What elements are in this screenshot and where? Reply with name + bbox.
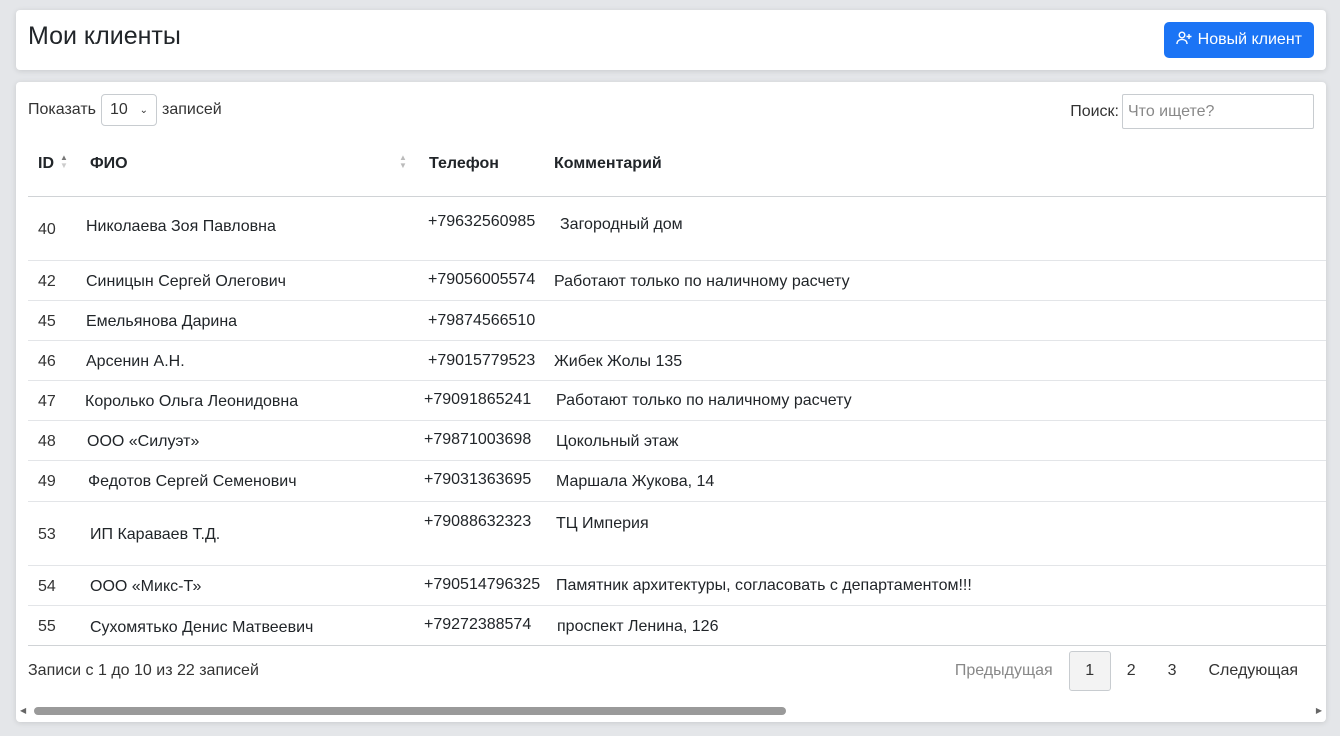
chevron-down-icon: ⌄ [139,104,149,116]
row-comment: Работают только по наличному расчету [556,392,852,409]
show-label: Показать [28,101,97,118]
row-comment: проспект Ленина, 126 [557,618,719,635]
column-header-name[interactable]: ФИО [90,155,128,172]
row-name: ООО «Силуэт» [87,433,200,450]
new-client-button[interactable] [1164,22,1314,58]
row-comment: Загородный дом [560,216,683,233]
row-phone: +790514796325 [424,576,541,593]
table-info: Записи с 1 до 10 из 22 записей [28,662,259,679]
sort-icon: ▲ ▼ [399,153,407,170]
table-row[interactable] [28,197,1326,261]
row-name: Сухомятько Денис Матвеевич [90,619,314,636]
row-phone: +79871003698 [424,431,532,448]
row-id: 47 [38,393,56,410]
row-name: ООО «Микс-Т» [90,578,202,595]
row-comment: Цокольный этаж [556,433,679,450]
column-header-phone: Телефон [429,155,499,172]
page-length-select[interactable] [101,94,157,126]
search-label: Поиск: [1070,102,1119,120]
table-row[interactable] [28,461,1326,502]
new-client-label: Новый клиент [1197,31,1302,48]
row-id: 49 [38,473,56,490]
table-header [28,134,1326,197]
horizontal-scrollbar[interactable] [16,702,1326,718]
table-body [28,197,1326,646]
row-id: 48 [38,433,56,450]
row-phone: +79015779523 [428,352,536,369]
row-phone: +79632560985 [428,213,536,230]
add-user-icon [1176,30,1192,51]
row-name: Федотов Сергей Семенович [88,473,297,490]
table-row[interactable] [28,341,1326,381]
table-row[interactable] [28,421,1326,461]
row-id: 46 [38,353,56,370]
row-phone: +79874566510 [428,312,536,329]
row-name: ИП Караваев Т.Д. [90,526,221,543]
scroll-left-arrow-icon[interactable]: ◀ [20,706,27,715]
page-length-value: 10 [110,101,128,118]
search-control [1070,94,1314,129]
table-row[interactable] [28,301,1326,341]
row-id: 40 [38,221,56,238]
table-row[interactable] [28,261,1326,301]
row-name: Николаева Зоя Павловна [86,218,276,235]
row-id: 45 [38,313,56,330]
page-title: Мои клиенты [28,22,181,50]
entries-label: записей [162,101,222,118]
scroll-right-arrow-icon[interactable]: ▶ [1315,706,1322,715]
row-comment: ТЦ Империя [556,515,649,532]
row-phone: +79091865241 [424,391,532,408]
row-name: Емельянова Дарина [86,313,238,330]
row-id: 42 [38,273,56,290]
row-id: 54 [38,578,56,595]
column-header-comment: Комментарий [554,155,662,172]
page-button-3[interactable]: 3 [1167,662,1177,679]
table-row[interactable] [28,502,1326,566]
search-input[interactable] [1122,94,1314,129]
row-id: 55 [38,618,56,635]
page-length-control [28,94,222,126]
row-phone: +79088632323 [424,513,532,530]
page-button-1[interactable]: 1 [1069,651,1111,691]
scrollbar-thumb[interactable] [34,707,786,715]
row-id: 53 [38,526,56,543]
table-row[interactable] [28,566,1326,606]
page-button-2[interactable]: 2 [1126,662,1136,679]
table-row[interactable] [28,606,1326,646]
row-name: Синицын Сергей Олегович [86,273,286,290]
prev-page-button[interactable]: Предыдущая [954,662,1053,679]
sort-asc-icon: ▲ ▼ [60,153,68,170]
column-header-id[interactable]: ID [38,155,54,172]
row-name: Арсенин А.Н. [86,353,185,370]
row-comment: Жибек Жолы 135 [554,353,683,370]
next-page-button[interactable]: Следующая [1208,662,1298,679]
row-phone: +79031363695 [424,471,532,488]
header-card [16,10,1326,70]
row-phone: +79272388574 [424,616,532,633]
table-row[interactable] [28,381,1326,421]
row-phone: +79056005574 [428,271,536,288]
pagination [939,651,1314,691]
row-comment: Маршала Жукова, 14 [556,473,715,490]
row-comment: Памятник архитектуры, согласовать с департаментом!!! [556,577,972,594]
row-name: Королько Ольга Леонидовна [85,393,299,410]
row-comment: Работают только по наличному расчету [554,273,850,290]
clients-table-card [16,82,1326,722]
